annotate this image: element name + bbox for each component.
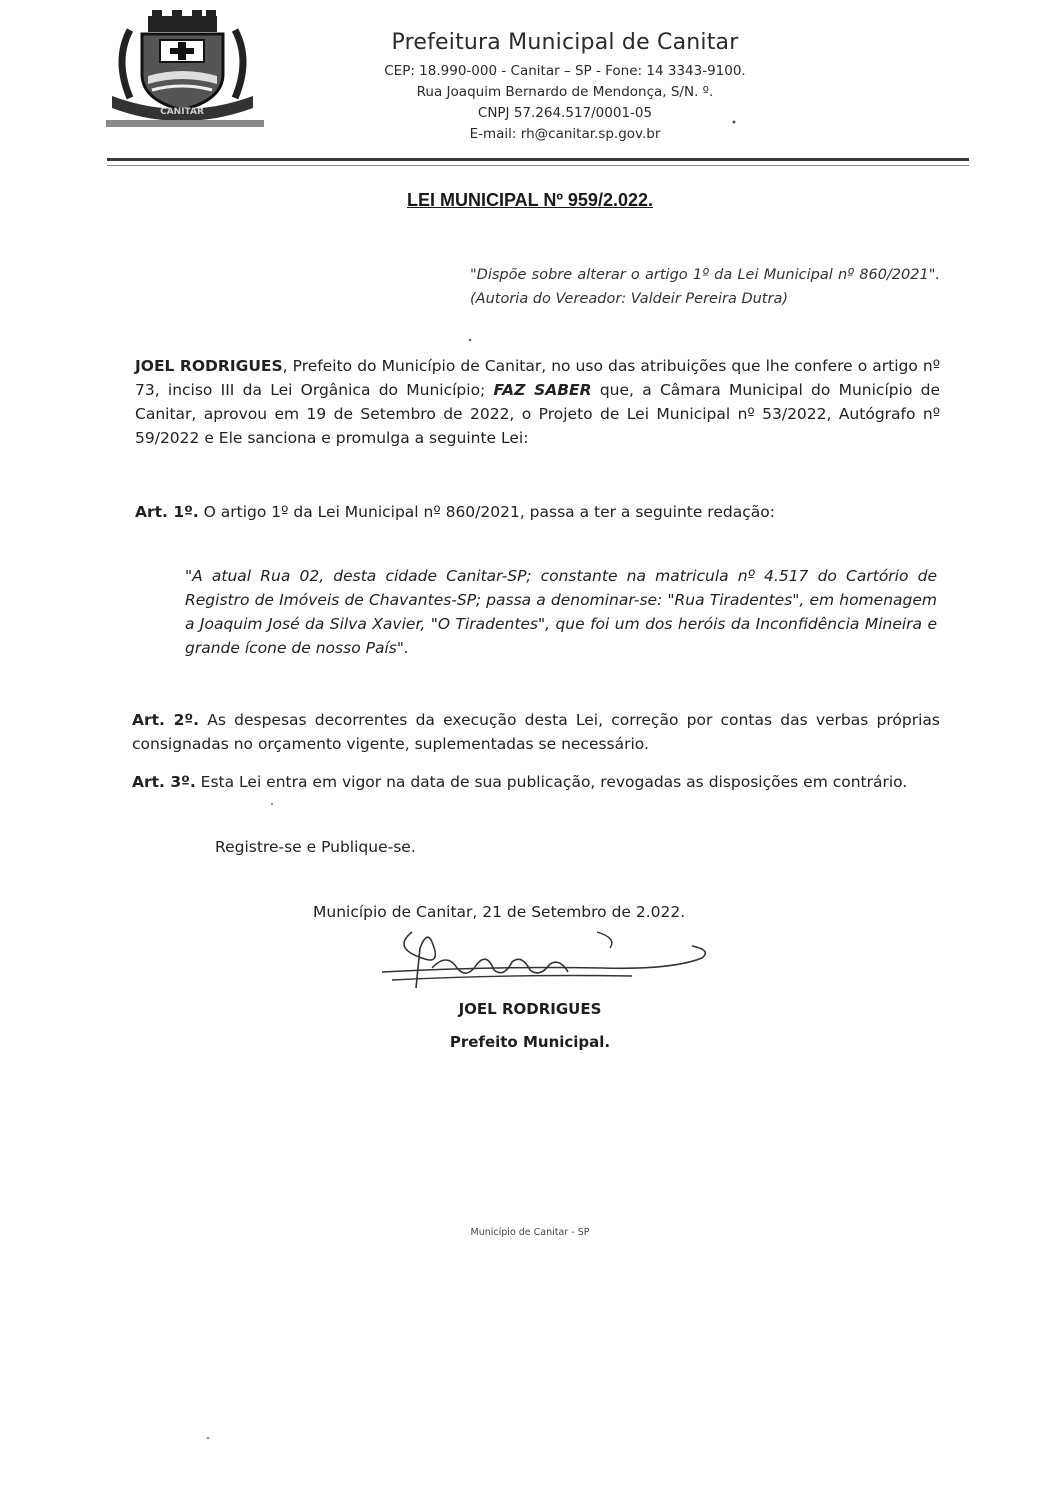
handwritten-signature [372,928,717,998]
law-summary: "Dispõe sobre alterar o artigo 1º da Lei Municipal nº 860/2021". (Autoria do Vereador: Valdeir Pereira Dutra) [470,267,940,307]
header-divider-thin [107,165,969,166]
article-2-label: Art. 2º. [132,711,200,729]
preamble-text-b: que, a Câmara Municipal do Município de Canitar, aprovou em 19 de Setembro de 2022, o Projeto de Lei Municipal nº 53/2022, Autógrafo nº 59/2022 e Ele sanciona e promulga a seguinte Lei: [135,381,941,447]
article-3-text: Esta Lei entra em vigor na data de sua publicação, revogadas as disposições em contrário. [195,773,908,791]
signer-name: JOEL RODRIGUES [458,1000,602,1018]
faz-saber: FAZ SABER [493,381,592,399]
article-3 [132,770,940,794]
law-title: LEI MUNICIPAL Nº 959/2.022. [407,190,653,210]
signer-title: Prefeito Municipal. [449,1033,611,1051]
article-2 [132,708,940,756]
page-footer: Município de Canitar - SP [470,1227,590,1238]
letterhead-cnpj: CNPJ 57.264.517/0001-05 [477,105,653,121]
organization-name: Prefeitura Municipal de Canitar [391,30,739,55]
article-3-label: Art. 3º. [132,773,196,791]
svg-text:CANITAR: CANITAR [160,107,204,117]
letterhead-cep-phone: CEP: 18.990-000 - Canitar – SP - Fone: 14 3343-9100. [384,63,746,79]
mayor-name: JOEL RODRIGUES [135,357,283,375]
municipal-crest-logo [100,10,265,128]
preamble-paragraph [135,354,940,450]
article-1-quote: "A atual Rua 02, desta cidade Canitar-SP; constante na matricula nº 4.517 do Cartório de Registro de Imóveis de Chavantes-SP; passa a denominar-se: "Rua Tiradentes", em homenagem a Joaquim José da Silva Xavier, "O Tiradentes", que foi um dos heróis da Inconfidência Mineira e grande ícone de nosso País". [185,567,937,657]
letterhead-address: Rua Joaquim Bernardo de Mendonça, S/N. º. [416,84,714,100]
article-1-label: Art. 1º. [135,503,199,521]
article-1-text: O artigo 1º da Lei Municipal nº 860/2021, passa a ter a seguinte redação: [198,503,775,521]
letterhead-email: E-mail: rh@canitar.sp.gov.br [469,126,661,142]
registre-publique: Registre-se e Publique-se. [215,838,416,856]
article-2-text: As despesas decorrentes da execução desta Lei, correção por contas das verbas próprias consignadas no orçamento vigente, suplementadas se necessário. [132,711,940,753]
header-divider [107,158,969,161]
article-1 [135,500,940,524]
letterhead [330,30,800,145]
date-line: Município de Canitar, 21 de Setembro de 2.022. [313,903,686,921]
preamble-text-a: , Prefeito do Município de Canitar, no uso das atribuições que lhe confere o artigo nº 73, inciso III da Lei Orgânica do Município; [135,357,940,399]
